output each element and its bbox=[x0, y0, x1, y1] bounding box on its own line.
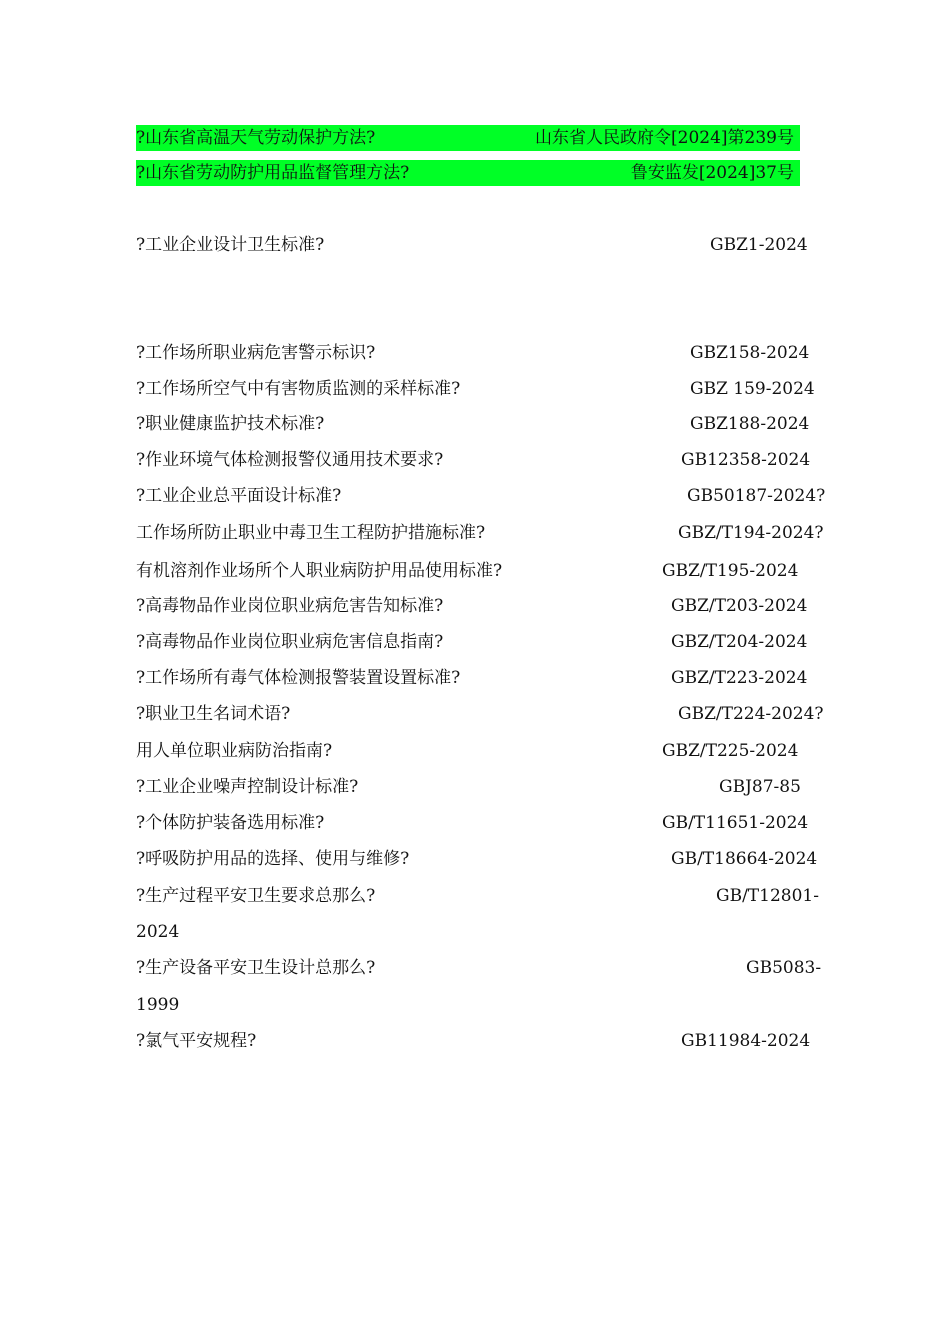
standard-title: 用人单位职业病防治指南? bbox=[136, 741, 333, 761]
standard-code: GBZ/T195-2024 bbox=[662, 561, 799, 581]
standard-code: GB12358-2024 bbox=[681, 450, 811, 470]
standard-row bbox=[136, 232, 826, 258]
highlighted-row-2 bbox=[136, 160, 800, 186]
standard-row bbox=[136, 447, 826, 473]
standard-row bbox=[136, 883, 826, 909]
standard-row bbox=[136, 376, 826, 402]
standard-code: GBZ158-2024 bbox=[690, 343, 810, 363]
standard-title: ?作业环境气体检测报警仪通用技术要求? bbox=[136, 450, 444, 470]
standard-code: GBZ188-2024 bbox=[690, 414, 810, 434]
standard-code: GBZ/T223-2024 bbox=[671, 668, 808, 688]
regulation-title: ?山东省劳动防护用品监督管理方法? bbox=[136, 163, 410, 183]
standard-row bbox=[136, 1028, 826, 1054]
standard-code: GBZ/T203-2024 bbox=[671, 596, 808, 616]
standard-code: GB/T12801- bbox=[716, 886, 819, 906]
standard-code: GBZ/T204-2024 bbox=[671, 632, 808, 652]
standard-title: ?工作场所空气中有害物质监测的采样标准? bbox=[136, 379, 461, 399]
standard-code: GB/T11651-2024 bbox=[662, 813, 809, 833]
standard-title: ?工业企业设计卫生标准? bbox=[136, 235, 325, 255]
standard-title: ?高毒物品作业岗位职业病危害信息指南? bbox=[136, 632, 444, 652]
standard-code-wrap bbox=[136, 992, 826, 1018]
regulation-title: ?山东省高温天气劳动保护方法? bbox=[136, 128, 376, 148]
standard-code: GBZ1-2024 bbox=[710, 235, 808, 255]
standard-code: GBZ/T225-2024 bbox=[662, 741, 799, 761]
standard-code: GBZ/T224-2024? bbox=[678, 704, 824, 724]
standard-row bbox=[136, 558, 826, 584]
standard-row bbox=[136, 701, 826, 727]
standard-row bbox=[136, 483, 826, 509]
standard-row bbox=[136, 738, 826, 764]
standard-row bbox=[136, 955, 826, 981]
standard-row bbox=[136, 340, 826, 366]
standard-title: ?呼吸防护用品的选择、使用与维修? bbox=[136, 849, 410, 869]
standard-row bbox=[136, 520, 826, 546]
standard-title: ?工作场所职业病危害警示标识? bbox=[136, 343, 376, 363]
standard-title: ?职业卫生名词术语? bbox=[136, 704, 291, 724]
standard-code-continued: 1999 bbox=[136, 995, 180, 1015]
standard-row bbox=[136, 593, 826, 619]
standard-title: ?职业健康监护技术标准? bbox=[136, 414, 325, 434]
standard-title: 工作场所防止职业中毒卫生工程防护措施标准? bbox=[136, 523, 486, 543]
standard-code-continued: 2024 bbox=[136, 922, 180, 942]
regulation-code: 山东省人民政府令[2024]第239号 bbox=[535, 128, 794, 148]
standard-title: ?工业企业噪声控制设计标准? bbox=[136, 777, 359, 797]
highlighted-row-1 bbox=[136, 125, 800, 151]
standard-code: GB/T18664-2024 bbox=[671, 849, 818, 869]
standard-row bbox=[136, 411, 826, 437]
standard-row bbox=[136, 846, 826, 872]
standard-code: GB5083- bbox=[746, 958, 822, 978]
regulation-code: 鲁安监发[2024]37号 bbox=[630, 163, 794, 183]
standard-title: ?个体防护装备选用标准? bbox=[136, 813, 325, 833]
standard-title: ?工作场所有毒气体检测报警装置设置标准? bbox=[136, 668, 461, 688]
standard-title: 有机溶剂作业场所个人职业病防护用品使用标准? bbox=[136, 561, 503, 581]
standard-title: ?工业企业总平面设计标准? bbox=[136, 486, 342, 506]
standard-code: GB50187-2024? bbox=[687, 486, 826, 506]
standard-title: ?氯气平安规程? bbox=[136, 1031, 257, 1051]
standard-code: GB11984-2024 bbox=[681, 1031, 811, 1051]
standard-title: ?高毒物品作业岗位职业病危害告知标准? bbox=[136, 596, 444, 616]
standard-row bbox=[136, 665, 826, 691]
standard-code: GBJ87-85 bbox=[719, 777, 801, 797]
standard-code: GBZ 159-2024 bbox=[690, 379, 815, 399]
standard-row bbox=[136, 810, 826, 836]
standard-code-wrap bbox=[136, 919, 826, 945]
standard-row bbox=[136, 774, 826, 800]
standard-code: GBZ/T194-2024? bbox=[678, 523, 824, 543]
standard-title: ?生产设备平安卫生设计总那么? bbox=[136, 958, 376, 978]
standard-title: ?生产过程平安卫生要求总那么? bbox=[136, 886, 376, 906]
standard-row bbox=[136, 629, 826, 655]
